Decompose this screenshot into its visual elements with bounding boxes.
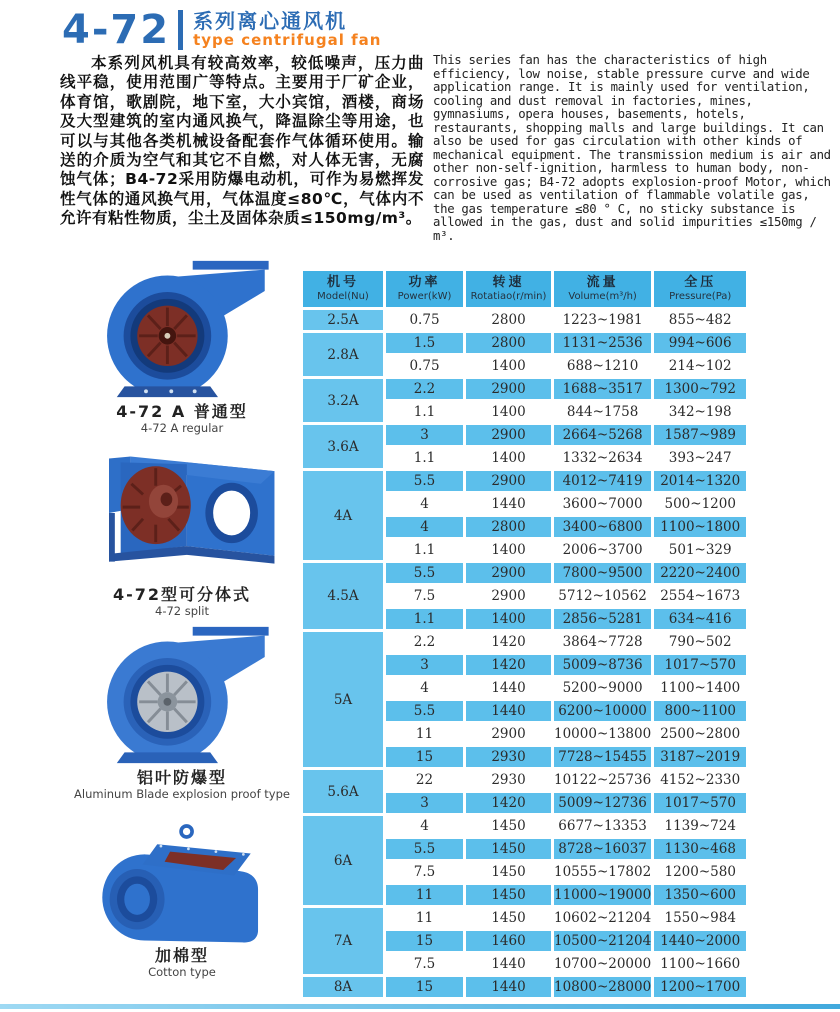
spec-cell: 2014~1320 [654,471,746,491]
header-divider [178,10,183,50]
spec-cell: 10800~28000 [554,979,652,995]
spec-cell: 342~198 [654,402,746,422]
spec-cell: 1100~1400 [654,678,746,698]
spec-cell: 11 [386,885,463,905]
page-header [62,7,382,53]
table-row [303,816,746,836]
spec-cell: 1450 [466,839,551,859]
spec-cell: 1400 [466,402,551,422]
spec-cell: 4012~7419 [554,471,651,491]
model-cell: 3.6A [303,425,383,468]
product-label-en: Aluminum Blade explosion proof type [74,786,290,801]
model-cell: 3.2A [303,379,383,422]
spec-cell: 501~329 [654,540,746,560]
product-label-cn: 4-72型可分体式 [112,584,252,604]
spec-cell: 1400 [466,609,551,629]
spec-cell: 4 [386,517,463,537]
spec-cell: 1420 [466,632,551,652]
model-cell: 2.5A [303,310,383,330]
product-split [56,439,308,619]
spec-cell: 2900 [466,563,551,583]
spec-cell: 1550~984 [654,908,746,928]
spec-cell: 2.2 [386,379,463,399]
column-header: 流量 Volume(m³/h) [554,271,651,307]
spec-cell: 2554~1673 [654,586,746,606]
spec-cell: 6200~10000 [554,701,651,721]
spec-cell: 22 [386,770,463,790]
product-label-cn: 铝叶防爆型 [136,767,227,787]
product-label-cn: 加棉型 [154,946,209,966]
spec-cell: 4 [386,816,463,836]
spec-cell: 3 [386,425,463,445]
product-label-en: 4-72 split [155,603,209,618]
spec-cell: 1.1 [386,402,463,422]
spec-cell: 1440 [466,494,551,514]
regular-snail-fan-image [66,256,298,402]
spec-cell: 11 [386,724,463,744]
spec-cell: 2.2 [386,632,463,652]
spec-cell: 800~1100 [654,701,746,721]
spec-cell: 1440~2000 [654,931,746,951]
model-cell: 6A [303,816,383,905]
spec-cell: 2220~2400 [654,563,746,583]
table-row [303,310,746,330]
product-label-en: 4-72 A regular [140,421,224,435]
spec-cell: 3187~2019 [654,747,746,767]
spec-cell: 15 [386,931,463,951]
table-row [303,770,746,790]
spec-cell: 1017~570 [654,655,746,675]
table-row [303,977,746,997]
spec-cell: 1.1 [386,448,463,468]
spec-table-head-row [303,271,746,307]
spec-cell: 15 [386,977,463,997]
spec-cell: 2800 [466,517,551,537]
spec-cell: 2006~3700 [554,540,651,560]
series-title-en: type centrifugal fan [193,31,382,50]
intro-paragraph-english: This series fan has the characteristics of high efficiency, low noise, stable pressure curve and wide application range. It is mainly used for ventilation, cooling and dust removal in factories, mines, gymnasiums, opera houses, basements, hotels, restaurants, shopping malls and large buildings. It can also be used for gas circulation with other kinds of mechanical equipment. The transmission medium is air and other non-self-ignition, harmless to human body, non-corrosive gas; B4-72 adopts explosion-proof Motor, which can be used as ventilation of flammable volatile gas, the gas temperature ≤80 ° C, no sticky substance is allowed in the gas, dust and solid impurities ≤150mg / m³. [433,53,831,243]
spec-cell: 1.1 [386,540,463,560]
spec-cell: 4 [386,494,463,514]
spec-cell: 0.75 [386,310,463,330]
spec-cell: 6677~13353 [554,816,651,836]
spec-cell: 1130~468 [654,839,746,859]
spec-cell: 7.5 [386,862,463,882]
spec-cell: 1450 [466,885,551,905]
spec-cell: 1332~2634 [554,448,651,468]
series-titles [193,10,381,49]
spec-cell: 8728~16037 [554,839,651,859]
spec-cell: 1139~724 [654,816,746,836]
spec-cell: 7.5 [386,954,463,974]
model-cell: 4.5A [303,563,383,629]
spec-cell: 11000~19000 [554,887,652,903]
spec-cell: 3 [386,793,463,813]
spec-cell: 688~1210 [554,356,651,376]
spec-cell: 1200~1700 [654,977,746,997]
column-header: 转速 Rotatiao(r/min) [466,271,551,307]
spec-cell: 3864~7728 [554,632,651,652]
spec-cell: 994~606 [654,333,746,353]
spec-cell: 1688~3517 [554,379,651,399]
spec-cell: 5009~8736 [554,655,651,675]
spec-cell: 5.5 [386,839,463,859]
spec-cell: 5.5 [386,701,463,721]
spec-cell: 10500~21204 [554,933,652,949]
spec-cell: 1400 [466,540,551,560]
spec-cell: 634~416 [654,609,746,629]
spec-cell: 2900 [466,724,551,744]
column-header: 全压 Pressure(Pa) [654,271,746,307]
table-row [303,632,746,652]
spec-cell: 1450 [466,816,551,836]
spec-cell: 1400 [466,448,551,468]
column-header: 功率 Power(kW) [386,271,463,307]
spec-cell: 3400~6800 [554,517,651,537]
spec-cell: 844~1758 [554,402,651,422]
product-column [56,256,308,983]
spec-cell: 1460 [466,931,551,951]
spec-cell: 5712~10562 [554,586,651,606]
spec-cell: 2500~2800 [654,724,746,744]
spec-cell: 3 [386,655,463,675]
table-row [303,379,746,399]
split-frame-fan-image [66,439,298,585]
spec-cell: 1450 [466,908,551,928]
spec-cell: 5.5 [386,471,463,491]
spec-cell: 214~102 [654,356,746,376]
spec-cell: 2900 [466,379,551,399]
spec-cell: 10700~20000 [554,956,652,972]
model-cell: 5A [303,632,383,767]
spec-cell: 1440 [466,678,551,698]
spec-cell: 10555~17802 [554,864,652,880]
spec-cell: 2800 [466,333,551,353]
spec-cell: 7.5 [386,586,463,606]
table-row [303,425,746,445]
spec-cell: 1420 [466,793,551,813]
series-number: 4-72 [62,7,171,53]
spec-cell: 1017~570 [654,793,746,813]
spec-cell: 393~247 [654,448,746,468]
table-row [303,563,746,583]
model-cell: 2.8A [303,333,383,376]
product-aluminum [56,622,308,802]
product-cotton [56,804,308,980]
spec-cell: 5200~9000 [554,678,651,698]
spec-cell: 10000~13800 [554,726,652,742]
series-title-cn: 系列离心通风机 [193,9,348,34]
spec-cell: 1400 [466,356,551,376]
spec-cell: 5009~12736 [554,793,651,813]
spec-cell: 1100~1660 [654,954,746,974]
spec-table-body [303,310,746,997]
spec-cell: 1223~1981 [554,310,651,330]
spec-cell: 5.5 [386,563,463,583]
spec-cell: 7800~9500 [554,563,651,583]
spec-cell: 790~502 [654,632,746,652]
product-label-en: Cotton type [148,965,216,980]
spec-cell: 1100~1800 [654,517,746,537]
spec-cell: 2800 [466,310,551,330]
spec-cell: 3600~7000 [554,494,651,514]
spec-cell: 7728~15455 [554,747,651,767]
footer-accent-bar [0,1004,840,1009]
spec-cell: 1440 [466,977,551,997]
spec-cell: 10122~25736 [554,772,652,788]
spec-cell: 1300~792 [654,379,746,399]
table-row [303,471,746,491]
intro-paragraph-chinese: 本系列风机具有较高效率，较低噪声，压力曲线平稳，使用范围广等特点。主要用于厂矿企业，体育馆，歌剧院，地下室，大小宾馆，酒楼，商场及大型建筑的室内通风换气，降温除尘等用途，也可以与其他各类机械设备配套作气体循环使用。输送的介质为空气和其它不自燃，对人体无害，无腐蚀气体；B4-72采用防爆电动机，可作为易燃挥发性气体的通风换气用，气体温度≤80℃，气体内不允许有粘性物质，尘土及固体杂质≤150mg/m³。 [60,54,424,227]
model-cell: 7A [303,908,383,974]
spec-cell: 2930 [466,770,551,790]
spec-cell: 1440 [466,701,551,721]
spec-cell: 2900 [466,425,551,445]
spec-cell: 10602~21204 [554,910,652,926]
spec-cell: 15 [386,747,463,767]
product-regular [56,256,308,436]
spec-table [300,268,749,1000]
spec-cell: 0.75 [386,356,463,376]
spec-cell: 1587~989 [654,425,746,445]
spec-cell: 2900 [466,586,551,606]
spec-cell: 4 [386,678,463,698]
spec-cell: 4152~2330 [654,770,746,790]
cotton-box-fan-image [66,804,298,946]
spec-cell: 1450 [466,862,551,882]
model-cell: 8A [303,977,383,997]
spec-cell: 11 [386,908,463,928]
spec-cell: 1350~600 [654,885,746,905]
table-row [303,908,746,928]
product-label-cn: 4-72 A 普通型 [116,402,248,421]
spec-cell: 1420 [466,655,551,675]
spec-cell: 1.5 [386,333,463,353]
spec-cell: 2664~5268 [554,425,651,445]
model-cell: 5.6A [303,770,383,813]
spec-cell: 855~482 [654,310,746,330]
spec-cell: 1131~2536 [554,333,651,353]
model-cell: 4A [303,471,383,560]
table-row [303,333,746,353]
spec-cell: 2930 [466,747,551,767]
aluminum-blade-fan-image [66,622,298,768]
spec-cell: 1200~580 [654,862,746,882]
column-header: 机号 Model(Nu) [303,271,383,307]
spec-cell: 1.1 [386,609,463,629]
spec-cell: 2900 [466,471,551,491]
spec-cell: 1440 [466,954,551,974]
spec-cell: 500~1200 [654,494,746,514]
spec-cell: 2856~5281 [554,609,651,629]
